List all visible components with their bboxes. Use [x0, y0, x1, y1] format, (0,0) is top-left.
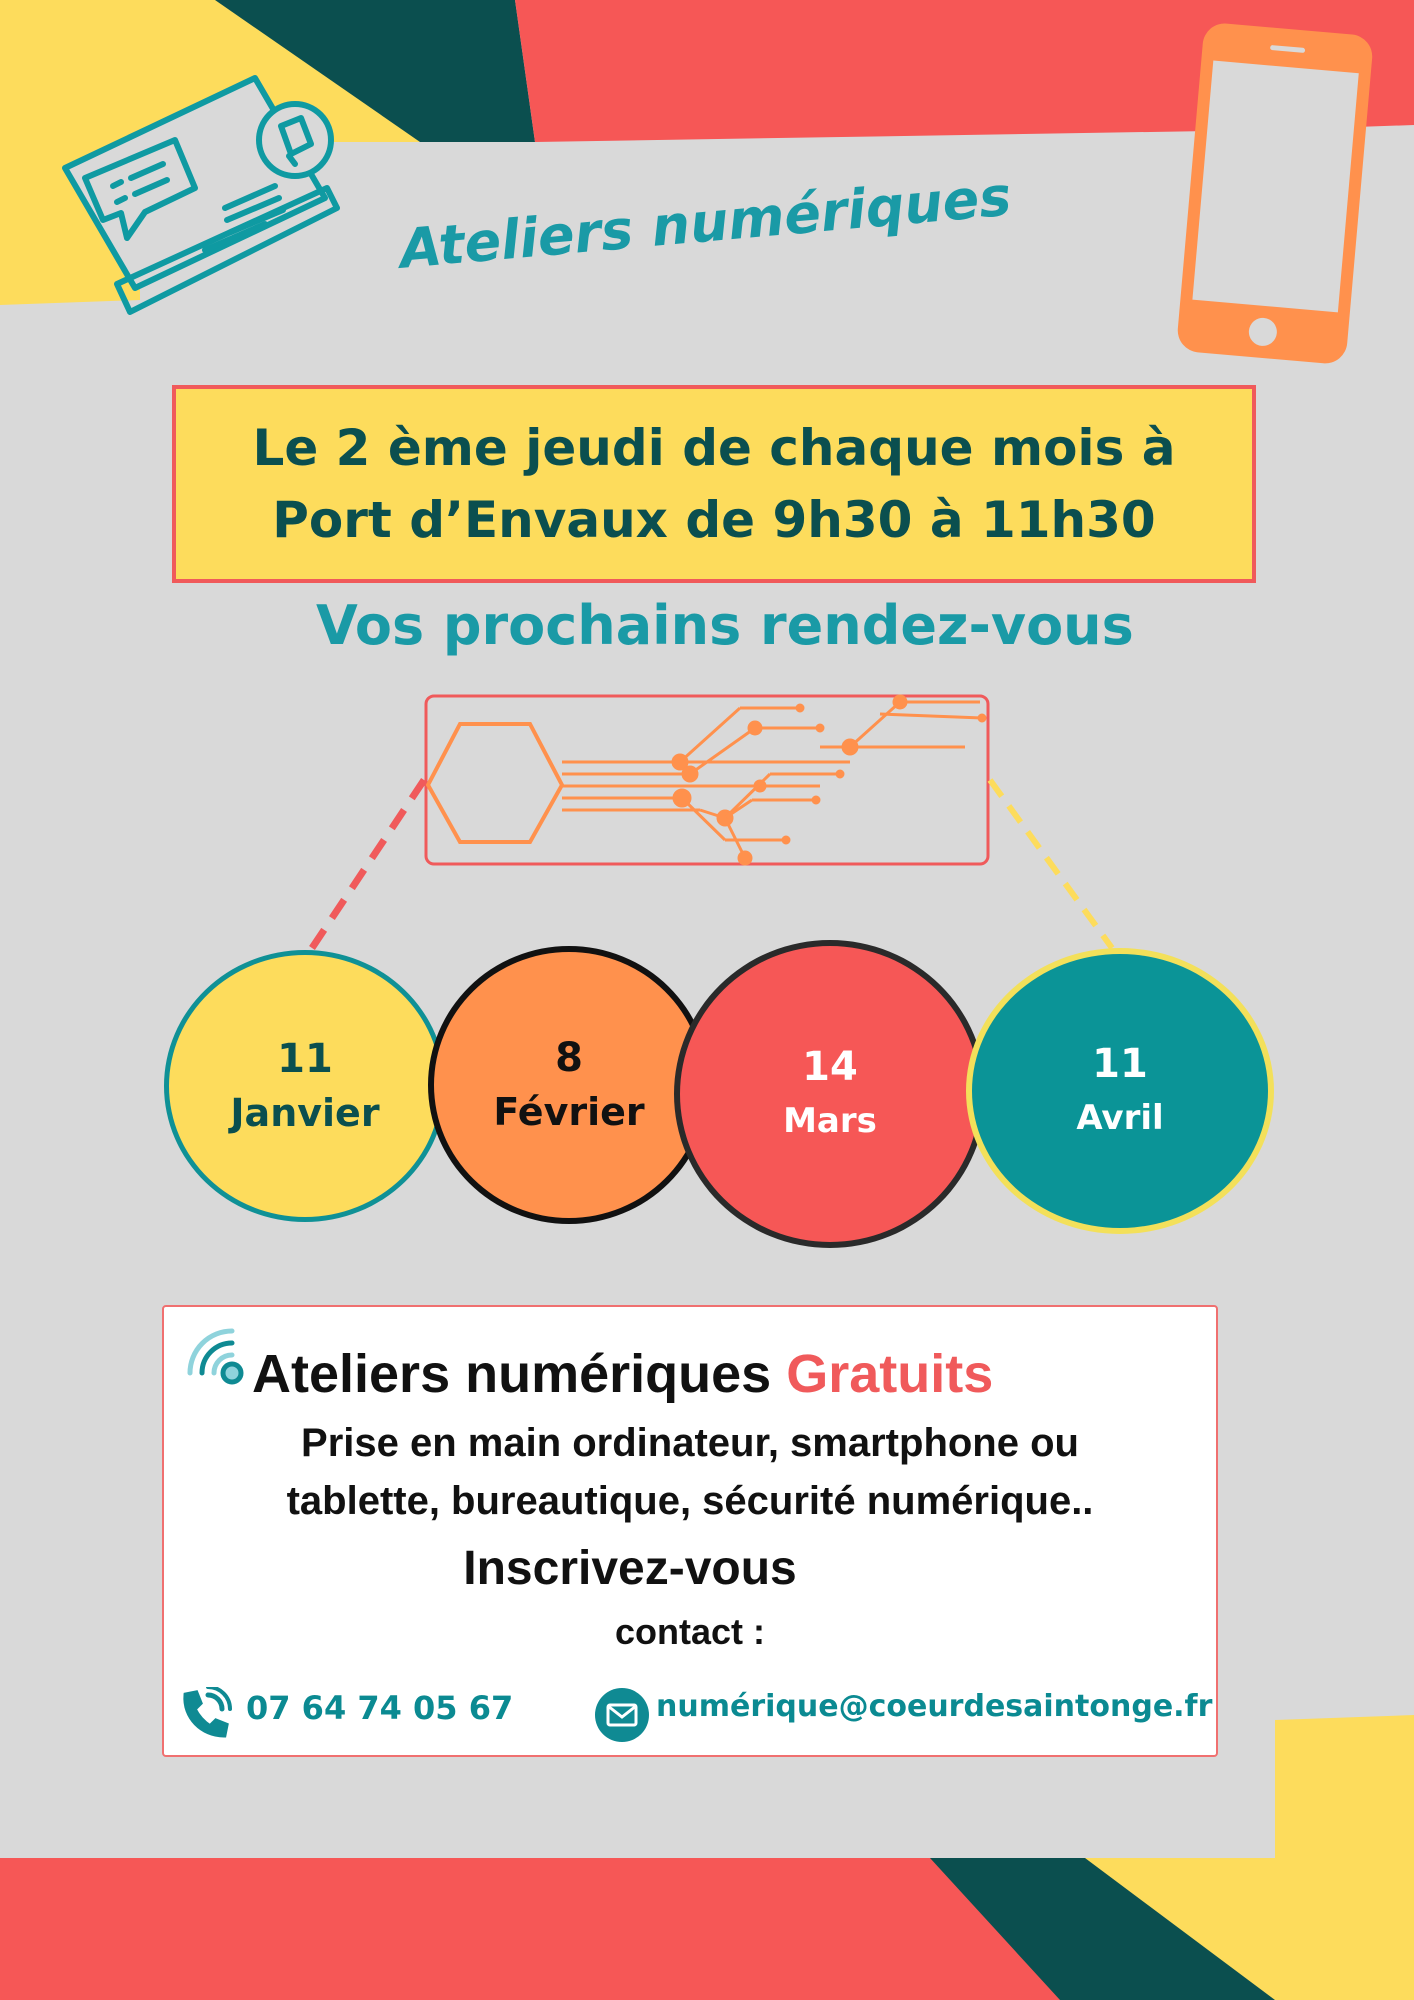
date-day: 11 [1092, 1041, 1148, 1087]
date-month: Février [493, 1090, 645, 1134]
contact-phone[interactable]: 07 64 74 05 67 [246, 1689, 514, 1727]
wifi-signal-icon [180, 1319, 252, 1391]
info-card [162, 1305, 1218, 1757]
dashed-connector-right [990, 780, 1112, 948]
info-description-line-2: tablette, bureautique, sécurité numérique.. [286, 1479, 1094, 1523]
mail-icon [594, 1687, 650, 1743]
info-description-line-1: Prise en main ordinateur, smartphone ou [301, 1421, 1079, 1465]
info-title-accent: Gratuits [786, 1344, 994, 1404]
circuit-hexagon-graphic [300, 690, 1120, 960]
date-month: Avril [1076, 1098, 1164, 1138]
date-day: 14 [802, 1044, 858, 1090]
date-circle-april [966, 948, 1274, 1234]
info-title [252, 1343, 993, 1405]
phone-icon [178, 1687, 232, 1739]
schedule-line-2: Port d’Envaux de 9h30 à 11h30 [272, 491, 1156, 549]
date-circle-february [428, 946, 710, 1224]
date-circle-january [164, 950, 446, 1222]
dashed-connector-left [312, 780, 424, 948]
schedule-line-1: Le 2 ème jeudi de chaque mois à [252, 419, 1176, 477]
upcoming-heading: Vos prochains rendez-vous [316, 594, 1134, 657]
laptop-chat-icon [55, 68, 345, 328]
date-day: 8 [555, 1035, 583, 1081]
date-month: Janvier [230, 1091, 380, 1135]
schedule-banner [172, 385, 1256, 583]
contact-label: contact : [614, 1611, 765, 1652]
info-title-main: Ateliers numériques [252, 1344, 772, 1404]
smartphone-icon [1160, 18, 1380, 368]
page-title: Ateliers numériques [397, 164, 1014, 281]
date-month: Mars [783, 1101, 877, 1141]
contact-email[interactable]: numérique@coeurdesaintonge.fr [656, 1689, 1213, 1724]
date-circle-march [674, 940, 986, 1248]
date-day: 11 [277, 1036, 333, 1082]
signup-call-to-action: Inscrivez-vous [463, 1542, 797, 1595]
